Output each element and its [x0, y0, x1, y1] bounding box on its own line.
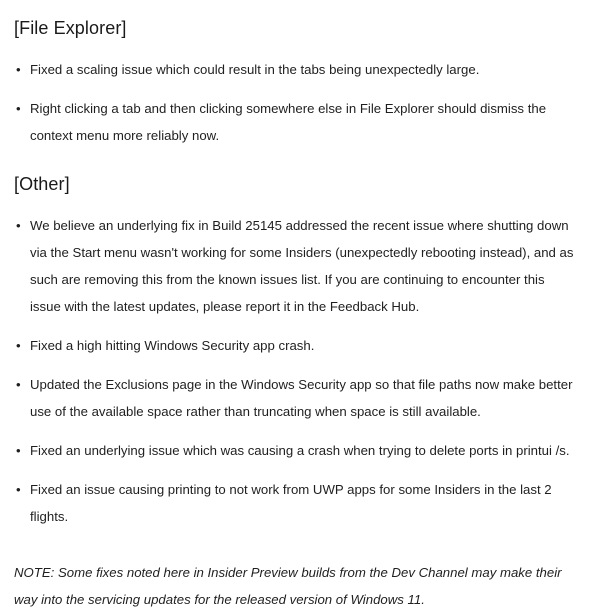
list-item	[14, 437, 574, 464]
list-item	[14, 371, 574, 425]
section-heading-file-explorer: [File Explorer]	[14, 18, 127, 38]
list-item-text: We believe an underlying fix in Build 25145 addressed the recent issue where shutting down via the Start menu wasn't working for some Insiders (unexpectedly rebooting instead), and as such are removing this from the known issues list. If you are continuing to encounter this issue with the latest updates, please report it in the Feedback Hub.	[30, 218, 574, 314]
bullet-icon: •	[16, 443, 21, 458]
list-item	[14, 212, 574, 320]
bullet-icon: •	[16, 101, 21, 116]
other-bullet-list	[14, 212, 574, 530]
list-item	[14, 56, 574, 83]
list-item-text: Right clicking a tab and then clicking somewhere else in File Explorer should dismiss the context menu more reliably now.	[30, 101, 547, 143]
list-item-text: Updated the Exclusions page in the Windows Security app so that file paths now make better use of the available space rather than truncating when space is still available.	[30, 377, 573, 419]
list-item-text: Fixed an underlying issue which was causing a crash when trying to delete ports in printui /s.	[30, 443, 570, 458]
list-item	[14, 476, 574, 530]
bullet-icon: •	[16, 218, 21, 233]
bullet-icon: •	[16, 338, 21, 353]
list-item	[14, 95, 574, 149]
list-item-text: Fixed a high hitting Windows Security app crash.	[30, 338, 315, 353]
bullet-icon: •	[16, 377, 21, 392]
list-item-text: Fixed a scaling issue which could result in the tabs being unexpectedly large.	[30, 62, 480, 77]
section-heading-other: [Other]	[14, 174, 70, 194]
note-paragraph: NOTE: Some fixes noted here in Insider Preview builds from the Dev Channel may make their way into the servicing updates for the released version of Windows 11.	[14, 565, 562, 607]
bullet-icon: •	[16, 482, 21, 497]
file-explorer-bullet-list	[14, 56, 574, 149]
list-item-text: Fixed an issue causing printing to not work from UWP apps for some Insiders in the last 2 flights.	[30, 482, 552, 524]
list-item	[14, 332, 574, 359]
bullet-icon: •	[16, 62, 21, 77]
